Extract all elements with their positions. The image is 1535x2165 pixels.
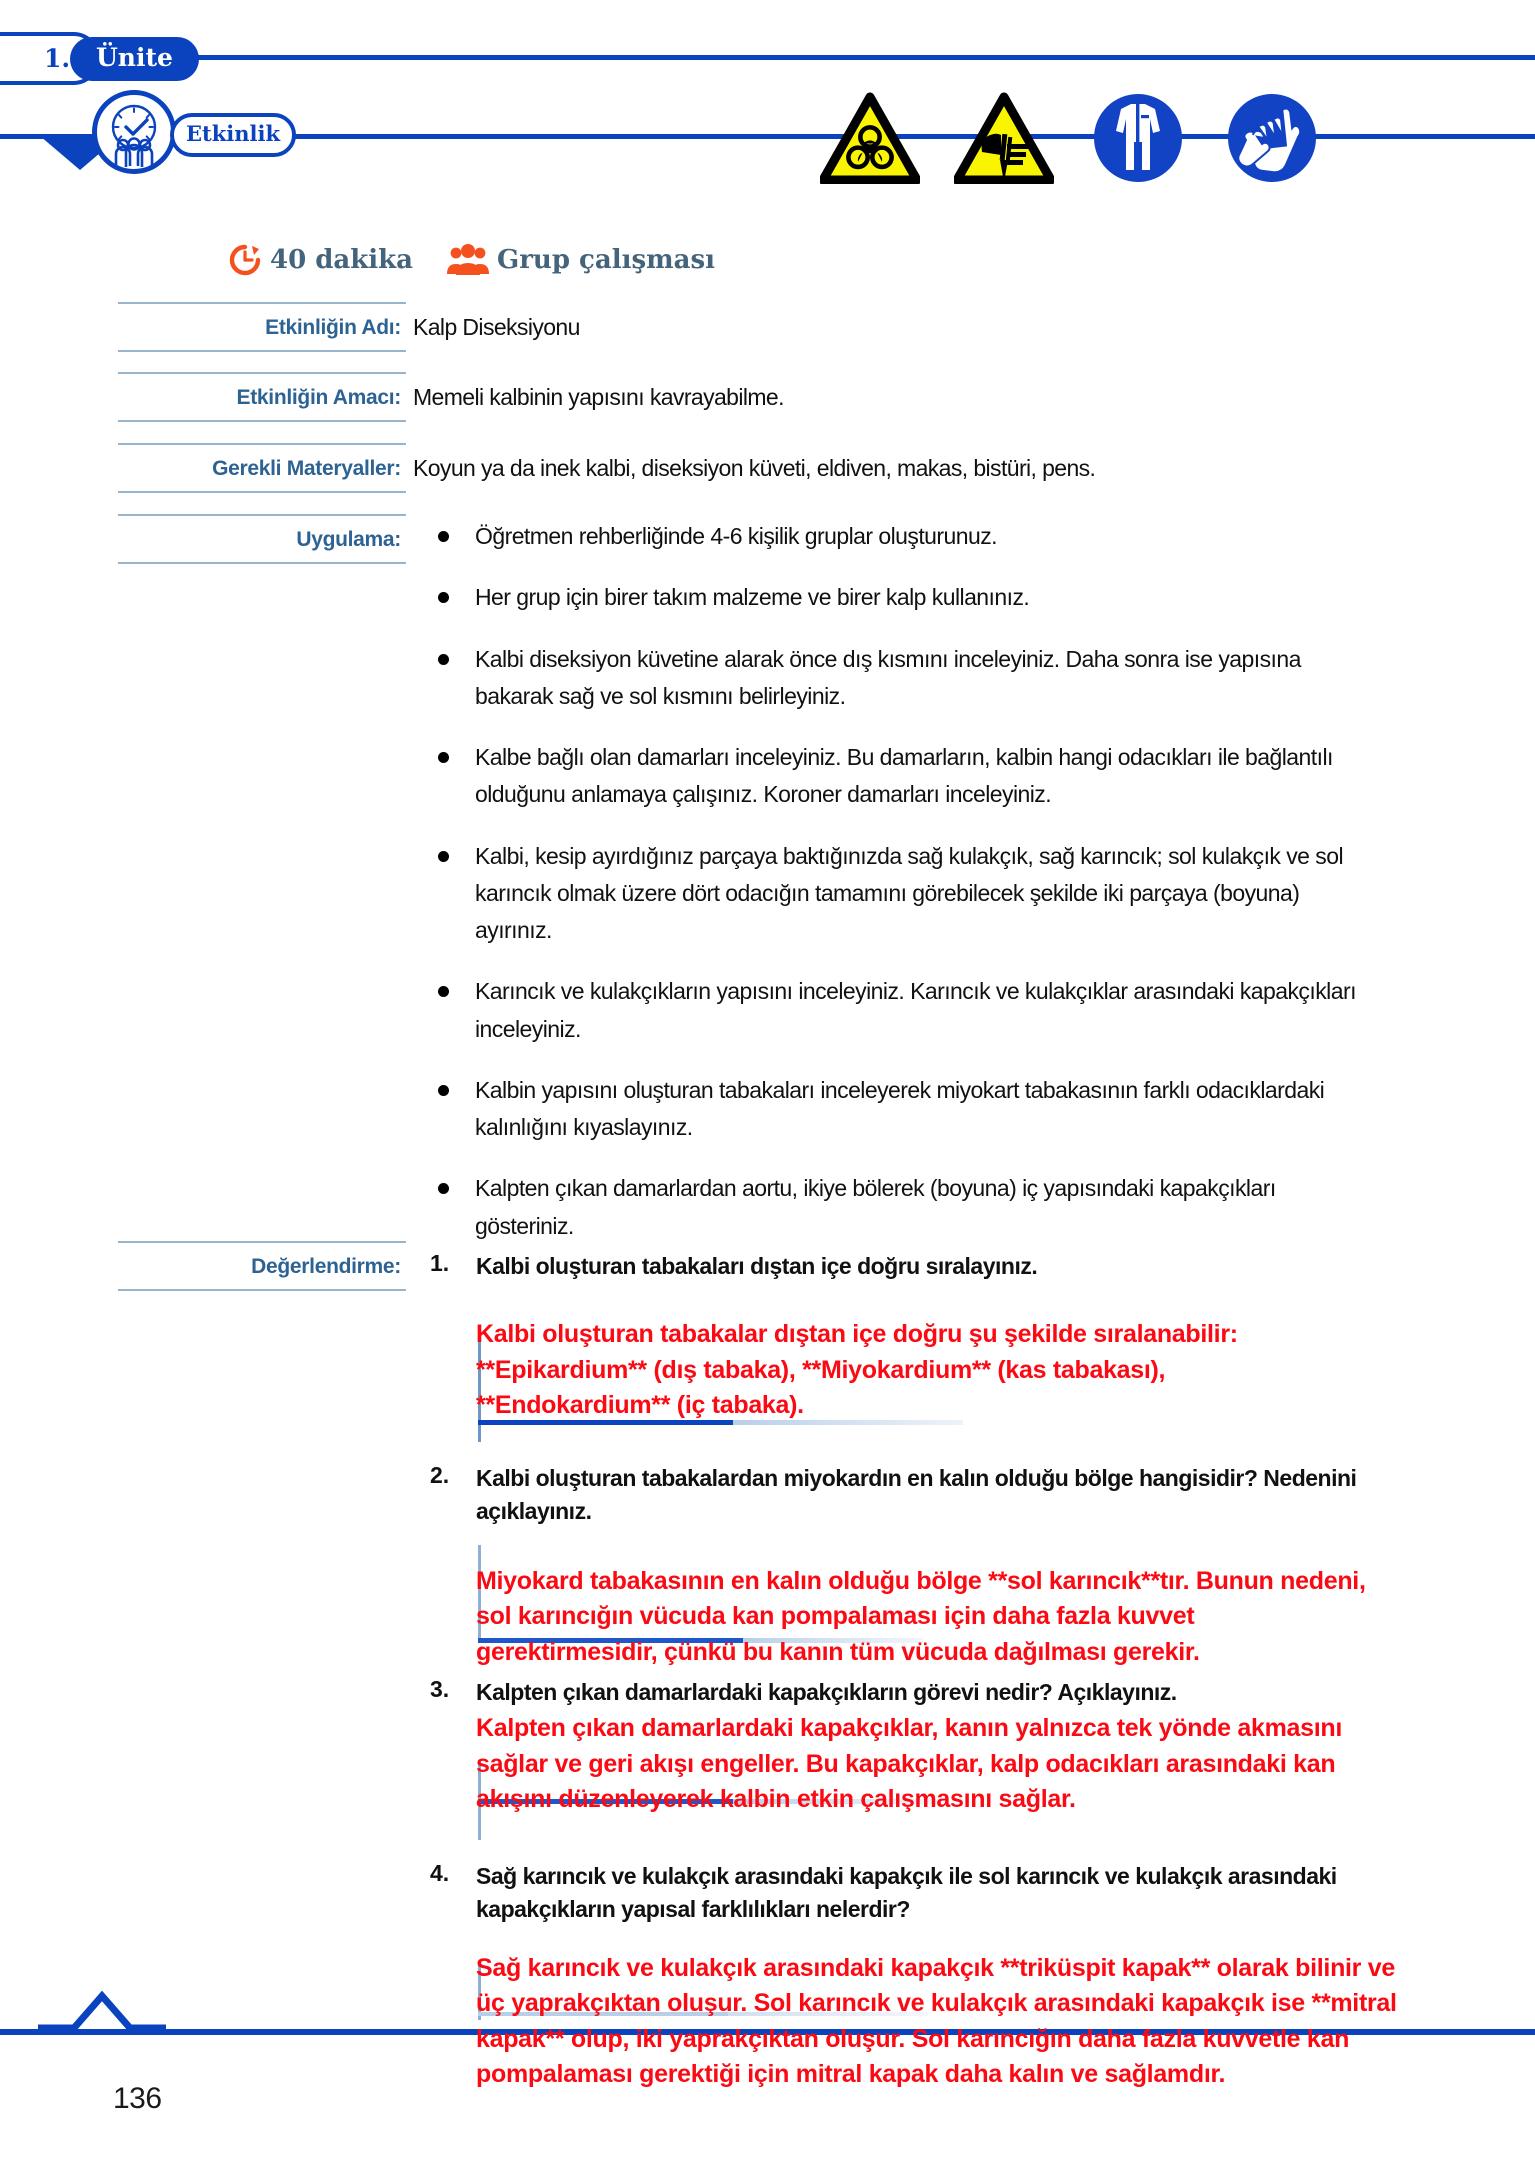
bullet-dot-icon bbox=[438, 654, 449, 665]
group-text: Grup çalışması bbox=[497, 245, 715, 275]
answer-text: Sağ karıncık ve kulakçık arasındaki kapakçık **triküspit kapak** olarak bilinir ve üç yaprakçıktan oluşur. Sol karıncık ve kulakçık arasındaki kapakçık ise **mitral kapak** olup, iki yaprakçıktan oluşur. Sol karıncığın daha fazla kuvvetle kan pompalaması gerektiği için mitral kapak daha kalın ve sağlamdır. bbox=[476, 1953, 1397, 2089]
list-item bbox=[438, 739, 1398, 814]
unit-header-rule-secondary bbox=[0, 58, 1535, 60]
bullet-dot-icon bbox=[438, 752, 449, 763]
evaluation-list bbox=[430, 1250, 1420, 2093]
field-label-cell bbox=[118, 443, 406, 493]
unit-label-pill bbox=[70, 37, 199, 81]
activity-badge bbox=[170, 113, 296, 157]
field-label: Etkinliğin Amacı: bbox=[236, 386, 401, 409]
field-value-cell bbox=[413, 302, 1413, 341]
safety-icon-group bbox=[820, 92, 1322, 184]
field-label-cell bbox=[118, 372, 406, 422]
list-item-text: Her grup için birer takım malzeme ve birer kalp kullanınız. bbox=[475, 584, 1030, 611]
footer-peak-marker bbox=[38, 1978, 166, 2034]
duration-text: 40 dakika bbox=[270, 245, 414, 275]
answer-text: Kalpten çıkan damarlardaki kapakçıklar, kanın yalnızca tek yönde akmasını sağlar ve geri akışı engeller. Bu kapakçıklar, kalp odacıkları arasındaki kan akışını düzenleyerek kalbin etkin çalışmasını sağlar. bbox=[476, 1714, 1343, 1814]
bullet-dot-icon bbox=[438, 592, 449, 603]
list-item-text: Kalbe bağlı olan damarları inceleyiniz. Bu damarların, kalbin hangi odacıkları ile bağlantılı olduğunu anlamaya çalışınız. Koroner damarları inceleyiniz. bbox=[475, 744, 1333, 808]
clock-group-icon bbox=[97, 95, 171, 169]
list-item-text: Kalbi diseksiyon küvetine alarak önce dış kısmını inceleyiniz. Daha sonra ise yapısına bakarak sağ ve sol kısmını belirleyiniz. bbox=[475, 645, 1301, 709]
question-item bbox=[430, 1250, 1420, 1283]
question-item bbox=[430, 1676, 1420, 1709]
protective-clothing-mandatory-icon bbox=[1088, 92, 1188, 184]
field-value: Kalp Diseksiyonu bbox=[413, 314, 580, 340]
application-steps-list bbox=[438, 518, 1398, 1269]
list-item-text: Kalpten çıkan damarlardan aortu, ikiye bölerek (boyuna) iç yapısındaki kapakçıkları gösteriniz. bbox=[475, 1175, 1276, 1239]
list-item bbox=[438, 973, 1398, 1048]
question-number: 2. bbox=[430, 1461, 450, 1488]
question-text: Sağ karıncık ve kulakçık arasındaki kapakçık ile sol karıncık ve kulakçık arasındaki kapakçıkların yapısal farklılıkları nelerdir? bbox=[476, 1862, 1337, 1923]
list-item-text: Kalbin yapısını oluşturan tabakaları inceleyerek miyokart tabakasının farklı odacıklardaki kalınlığını kıyaslayınız. bbox=[475, 1076, 1325, 1140]
list-item-text: Öğretmen rehberliğinde 4-6 kişilik gruplar oluşturunuz. bbox=[475, 523, 998, 549]
list-item bbox=[438, 518, 1398, 555]
field-label-cell bbox=[118, 1241, 406, 1291]
list-item bbox=[438, 579, 1398, 616]
biohazard-warning-icon bbox=[820, 92, 920, 184]
answer-text: Kalbi oluşturan tabakalar dıştan içe doğru şu şekilde sıralanabilir: **Epikardium** (dış tabaka), **Miyokardium** (kas tabakası), **Endokardium** (iç tabaka). bbox=[476, 1320, 1238, 1420]
list-item bbox=[438, 1170, 1398, 1245]
activity-meta-row bbox=[228, 243, 715, 277]
activity-icon-circle bbox=[92, 90, 176, 174]
field-value: Koyun ya da inek kalbi, diseksiyon küveti, eldiven, makas, bistüri, pens. bbox=[413, 455, 1096, 481]
activity-badge-label: Etkinlik bbox=[185, 120, 280, 146]
page-number: 136 bbox=[113, 2082, 162, 2115]
bullet-dot-icon bbox=[438, 531, 449, 542]
field-value: Memeli kalbinin yapısını kavrayabilme. bbox=[413, 384, 784, 410]
bullet-dot-icon bbox=[438, 986, 449, 997]
question-number: 4. bbox=[430, 1859, 450, 1886]
field-label: Etkinliğin Adı: bbox=[265, 316, 401, 339]
bullet-dot-icon bbox=[438, 1085, 449, 1096]
question-number: 3. bbox=[430, 1676, 450, 1703]
question-text: Kalbi oluşturan tabakalardan miyokardın en kalın olduğu bölge hangisidir? Nedenini açıklayınız. bbox=[476, 1464, 1357, 1525]
list-item-text: Kalbi, kesip ayırdığınız parçaya baktığınızda sağ kulakçık, sağ karıncık; sol kulakçık ve sol karıncık olmak üzere dört odacığın tamamını görebilecek şekilde iki parçaya (boyuna) ayırınız. bbox=[475, 842, 1344, 943]
sharp-blade-hand-warning-icon bbox=[954, 92, 1054, 184]
field-label: Uygulama: bbox=[296, 528, 401, 551]
list-item bbox=[438, 641, 1398, 716]
question-number: 1. bbox=[430, 1250, 450, 1276]
field-label-cell bbox=[118, 302, 406, 352]
group-people-icon bbox=[447, 244, 489, 276]
answer-text: Miyokard tabakasının en kalın olduğu bölge **sol karıncık**tır. Bunun nedeni, sol karıncığın vücuda kan pompalaması için daha fazla kuvvet gerektirmesidir, çünkü bu kanın tüm vücuda dağılması gerekir. bbox=[476, 1566, 1366, 1666]
field-label-cell bbox=[118, 514, 406, 564]
question-text: Kalpten çıkan damarlardaki kapakçıkların görevi nedir? Açıklayınız. bbox=[476, 1679, 1177, 1706]
unit-number: 1. bbox=[44, 44, 71, 73]
unit-label: Ünite bbox=[96, 42, 173, 72]
question-text: Kalbi oluşturan tabakaları dıştan içe doğru sıralayınız. bbox=[476, 1253, 1038, 1279]
question-item bbox=[430, 1462, 1420, 1529]
question-item bbox=[430, 1860, 1420, 1927]
list-item bbox=[438, 838, 1398, 950]
list-item-text: Karıncık ve kulakçıkların yapısını inceleyiniz. Karıncık ve kulakçıklar arasındaki kapakçıkları inceleyiniz. bbox=[475, 978, 1356, 1042]
bullet-dot-icon bbox=[438, 851, 449, 862]
timer-icon bbox=[228, 243, 262, 277]
list-item bbox=[438, 1072, 1398, 1147]
field-value-cell bbox=[413, 443, 1413, 482]
field-value-cell bbox=[413, 372, 1413, 411]
bullet-dot-icon bbox=[438, 1183, 449, 1194]
field-label: Gerekli Materyaller: bbox=[212, 457, 401, 480]
protective-gloves-mandatory-icon bbox=[1222, 92, 1322, 184]
duration-meta bbox=[228, 243, 413, 277]
field-label: Değerlendirme: bbox=[251, 1255, 401, 1278]
group-meta bbox=[447, 244, 715, 276]
